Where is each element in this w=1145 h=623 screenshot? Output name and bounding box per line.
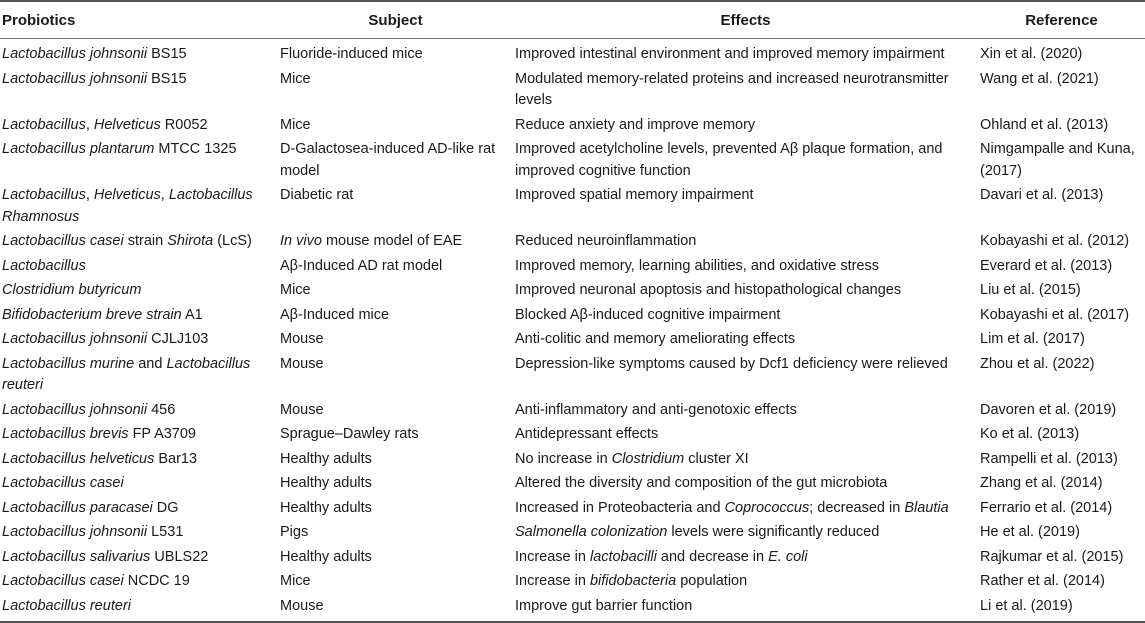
- subject-cell: [278, 39, 513, 68]
- probiotic-text-segment: Lactobacillus Rhamnosus: [2, 187, 253, 225]
- table-row: [0, 546, 1145, 571]
- effects-text-segment: Anti-colitic and memory ameliorating effects: [515, 331, 796, 347]
- header-probiotics: Probiotics: [0, 1, 278, 39]
- effects-text-segment: Improved spatial memory impairment: [515, 187, 754, 203]
- effects-cell: [513, 448, 978, 473]
- probiotic-text-segment: NCDC 19: [123, 573, 190, 589]
- probiotic-text-segment: ,: [85, 187, 94, 203]
- effects-text-segment: Reduced neuroinflammation: [515, 233, 697, 249]
- reference-cell: Davari et al. (2013): [980, 187, 1104, 203]
- reference-cell: Lim et al. (2017): [980, 331, 1085, 347]
- subject-cell: [278, 68, 513, 114]
- header-reference: Reference: [978, 1, 1145, 39]
- probiotic-text-segment: Lactobacillus murine: [2, 355, 135, 372]
- table-body: [0, 39, 1145, 623]
- table-row: [0, 472, 1145, 497]
- effects-text-segment: bifidobacteria: [589, 573, 677, 589]
- probiotic-cell: [0, 114, 278, 139]
- effects-text-segment: Coprococcus: [724, 499, 810, 516]
- table-row: [0, 595, 1145, 623]
- effects-cell: [513, 279, 978, 304]
- probiotic-text-segment: DG: [152, 499, 179, 516]
- effects-cell: [513, 546, 978, 571]
- reference-cell: Davoren et al. (2019): [980, 401, 1117, 418]
- probiotic-text-segment: BS15: [147, 70, 187, 87]
- probiotic-cell: [0, 353, 278, 399]
- effects-text-segment: Improved intestinal environment and improved memory impairment: [515, 46, 945, 62]
- probiotic-text-segment: BS15: [147, 46, 187, 62]
- probiotic-text-segment: L531: [147, 524, 184, 540]
- probiotic-cell: [0, 595, 278, 623]
- header-effects: Effects: [513, 1, 978, 39]
- subject-cell: [278, 328, 513, 353]
- probiotic-text-segment: 456: [147, 401, 176, 418]
- effects-text-segment: lactobacilli: [589, 548, 657, 565]
- table-row: [0, 114, 1145, 139]
- reference-cell: He et al. (2019): [980, 524, 1080, 540]
- probiotic-text-segment: Lactobacillus johnsonii: [2, 524, 148, 540]
- subject-text-segment: Mice: [280, 282, 311, 298]
- reference-cell: Everard et al. (2013): [980, 257, 1113, 274]
- probiotic-text-segment: Lactobacillus johnsonii: [2, 331, 148, 347]
- subject-text-segment: In vivo: [280, 233, 322, 249]
- reference-cell: Liu et al. (2015): [980, 282, 1081, 298]
- reference-cell: Rampelli et al. (2013): [980, 450, 1118, 467]
- probiotic-text-segment: Lactobacillus: [2, 187, 86, 203]
- subject-text-segment: D-Galactosea-induced AD-like rat model: [280, 141, 496, 179]
- probiotic-cell: [0, 448, 278, 473]
- effects-text-segment: Increased in Proteobacteria and: [515, 499, 725, 516]
- table-row: [0, 399, 1145, 424]
- effects-cell: [513, 353, 978, 399]
- subject-cell: [278, 595, 513, 623]
- effects-cell: [513, 184, 978, 230]
- reference-cell: Ohland et al. (2013): [980, 116, 1109, 133]
- effects-text-segment: No increase in: [515, 450, 612, 467]
- probiotic-text-segment: Lactobacillus johnsonii: [2, 401, 148, 418]
- effects-text-segment: Clostridium: [611, 450, 685, 467]
- probiotic-text-segment: Lactobacillus helveticus: [2, 450, 155, 467]
- effects-cell: [513, 570, 978, 595]
- table-row: [0, 255, 1145, 280]
- probiotic-text-segment: Lactobacillus reuteri: [2, 355, 251, 393]
- probiotic-text-segment: Lactobacillus casei: [2, 233, 124, 249]
- subject-cell: [278, 138, 513, 184]
- table-row: [0, 39, 1145, 68]
- effects-cell: [513, 114, 978, 139]
- probiotic-text-segment: Lactobacillus: [2, 257, 86, 274]
- probiotic-text-segment: ,: [85, 116, 94, 133]
- subject-text-segment: Mouse: [280, 401, 324, 418]
- effects-cell: [513, 497, 978, 522]
- effects-cell: [513, 255, 978, 280]
- subject-text-segment: mouse model of EAE: [321, 233, 463, 249]
- effects-text-segment: Increase in: [515, 548, 590, 565]
- probiotic-cell: [0, 138, 278, 184]
- reference-cell: Kobayashi et al. (2017): [980, 306, 1130, 323]
- effects-text-segment: Improved memory, learning abilities, and oxidative stress: [515, 257, 880, 274]
- subject-cell: [278, 546, 513, 571]
- effects-text-segment: Anti-inflammatory and anti-genotoxic effects: [515, 401, 797, 418]
- reference-cell: Wang et al. (2021): [980, 70, 1099, 87]
- subject-cell: [278, 448, 513, 473]
- effects-text-segment: Depression-like symptoms caused by Dcf1 deficiency were relieved: [515, 355, 948, 372]
- effects-text-segment: Blocked Aβ-induced cognitive impairment: [515, 306, 781, 323]
- effects-text-segment: ; decreased in: [809, 499, 905, 516]
- probiotic-text-segment: Lactobacillus casei: [2, 573, 124, 589]
- effects-cell: [513, 138, 978, 184]
- table-row: [0, 353, 1145, 399]
- reference-cell: Rather et al. (2014): [980, 573, 1105, 589]
- effects-cell: [513, 423, 978, 448]
- subject-text-segment: Diabetic rat: [280, 187, 354, 203]
- reference-cell: Rajkumar et al. (2015): [980, 548, 1124, 565]
- probiotic-text-segment: Bifidobacterium breve strain: [2, 306, 182, 323]
- subject-text-segment: Mouse: [280, 355, 324, 372]
- subject-text-segment: Mice: [280, 70, 311, 87]
- effects-text-segment: levels were significantly reduced: [667, 524, 880, 540]
- table-row: [0, 230, 1145, 255]
- subject-text-segment: Healthy adults: [280, 499, 372, 516]
- subject-cell: [278, 423, 513, 448]
- probiotic-cell: [0, 521, 278, 546]
- subject-cell: [278, 521, 513, 546]
- reference-cell: Ko et al. (2013): [980, 426, 1080, 442]
- effects-cell: [513, 399, 978, 424]
- effects-text-segment: Improved neuronal apoptosis and histopathological changes: [515, 282, 902, 298]
- effects-text-segment: E. coli: [768, 548, 808, 565]
- reference-cell: Nimgampalle and Kuna, (2017): [980, 141, 1135, 179]
- effects-text-segment: Antidepressant effects: [515, 426, 659, 442]
- table-row: [0, 304, 1145, 329]
- probiotic-cell: [0, 304, 278, 329]
- subject-text-segment: Mice: [280, 573, 311, 589]
- reference-cell: Kobayashi et al. (2012): [980, 233, 1130, 249]
- subject-text-segment: Aβ-Induced AD rat model: [280, 257, 443, 274]
- table-row: [0, 423, 1145, 448]
- subject-cell: [278, 399, 513, 424]
- reference-cell: Ferrario et al. (2014): [980, 499, 1113, 516]
- subject-cell: [278, 184, 513, 230]
- effects-cell: [513, 328, 978, 353]
- effects-cell: [513, 472, 978, 497]
- probiotic-cell: [0, 497, 278, 522]
- subject-cell: [278, 255, 513, 280]
- probiotic-text-segment: Lactobacillus brevis: [2, 426, 129, 442]
- effects-cell: [513, 521, 978, 546]
- subject-text-segment: Fluoride-induced mice: [280, 46, 423, 62]
- effects-text-segment: Improved acetylcholine levels, prevented Aβ plaque formation, and improved cognitive function: [515, 141, 943, 179]
- table-row: [0, 138, 1145, 184]
- probiotic-text-segment: Lactobacillus casei: [2, 475, 124, 491]
- probiotic-text-segment: MTCC 1325: [154, 141, 237, 157]
- table-row: [0, 328, 1145, 353]
- table-row: [0, 570, 1145, 595]
- header-row: [0, 1, 1145, 39]
- probiotic-cell: [0, 570, 278, 595]
- header-subject: Subject: [278, 1, 513, 39]
- subject-cell: [278, 472, 513, 497]
- subject-cell: [278, 353, 513, 399]
- effects-text-segment: Altered the diversity and composition of the gut microbiota: [515, 475, 888, 491]
- table-row: [0, 68, 1145, 114]
- effects-text-segment: and decrease in: [656, 548, 769, 565]
- effects-cell: [513, 68, 978, 114]
- effects-text-segment: Increase in: [515, 573, 590, 589]
- subject-text-segment: Healthy adults: [280, 475, 372, 491]
- probiotic-text-segment: CJLJ103: [147, 331, 209, 347]
- probiotic-text-segment: Helveticus: [93, 116, 161, 133]
- subject-cell: [278, 304, 513, 329]
- effects-text-segment: Salmonella colonization: [515, 524, 668, 540]
- subject-cell: [278, 114, 513, 139]
- probiotic-cell: [0, 423, 278, 448]
- effects-cell: [513, 595, 978, 623]
- probiotic-text-segment: Lactobacillus: [2, 116, 86, 133]
- probiotic-text-segment: UBLS22: [150, 548, 209, 565]
- table-row: [0, 448, 1145, 473]
- probiotic-cell: [0, 279, 278, 304]
- probiotic-cell: [0, 546, 278, 571]
- probiotic-text-segment: Lactobacillus reuteri: [2, 597, 131, 614]
- probiotic-text-segment: Helveticus: [93, 187, 161, 203]
- probiotic-text-segment: Lactobacillus paracasei: [2, 499, 153, 516]
- subject-cell: [278, 570, 513, 595]
- probiotic-text-segment: Lactobacillus plantarum: [2, 141, 155, 157]
- subject-text-segment: Mouse: [280, 597, 324, 614]
- subject-text-segment: Mice: [280, 116, 311, 133]
- probiotic-text-segment: A1: [181, 306, 203, 323]
- effects-cell: [513, 39, 978, 68]
- probiotic-cell: [0, 68, 278, 114]
- reference-cell: Zhou et al. (2022): [980, 355, 1095, 372]
- probiotic-cell: [0, 472, 278, 497]
- probiotic-text-segment: Bar13: [154, 450, 198, 467]
- probiotic-text-segment: Shirota: [167, 233, 214, 249]
- table-row: [0, 497, 1145, 522]
- probiotic-cell: [0, 328, 278, 353]
- effects-cell: [513, 304, 978, 329]
- probiotic-text-segment: Lactobacillus salivarius: [2, 548, 151, 565]
- reference-cell: Zhang et al. (2014): [980, 475, 1103, 491]
- table-header: [0, 1, 1145, 39]
- probiotic-cell: [0, 39, 278, 68]
- table-row: [0, 279, 1145, 304]
- subject-text-segment: Healthy adults: [280, 450, 372, 467]
- table-row: [0, 184, 1145, 230]
- probiotic-text-segment: FP A3709: [128, 426, 196, 442]
- probiotic-text-segment: Clostridium butyricum: [2, 282, 142, 298]
- effects-cell: [513, 230, 978, 255]
- probiotic-cell: [0, 184, 278, 230]
- probiotic-text-segment: and: [134, 355, 167, 372]
- effects-text-segment: Modulated memory-related proteins and increased neurotransmitter levels: [515, 70, 949, 108]
- effects-text-segment: cluster XI: [684, 450, 749, 467]
- subject-text-segment: Healthy adults: [280, 548, 372, 565]
- effects-text-segment: Blautia: [904, 499, 949, 516]
- probiotic-text-segment: R0052: [160, 116, 208, 133]
- reference-cell: Xin et al. (2020): [980, 46, 1083, 62]
- probiotic-text-segment: strain: [123, 233, 168, 249]
- probiotic-cell: [0, 230, 278, 255]
- probiotic-text-segment: ,: [160, 187, 169, 203]
- effects-text-segment: Reduce anxiety and improve memory: [515, 116, 756, 133]
- subject-text-segment: Pigs: [280, 524, 309, 540]
- table-row: [0, 521, 1145, 546]
- subject-text-segment: Aβ-Induced mice: [280, 306, 390, 323]
- probiotic-text-segment: (LcS): [213, 233, 252, 249]
- subject-cell: [278, 230, 513, 255]
- probiotic-text-segment: Lactobacillus johnsonii: [2, 46, 148, 62]
- probiotic-text-segment: Lactobacillus johnsonii: [2, 70, 148, 87]
- subject-cell: [278, 279, 513, 304]
- effects-text-segment: population: [676, 573, 748, 589]
- reference-cell: Li et al. (2019): [978, 595, 1145, 623]
- effects-text-segment: Improve gut barrier function: [515, 597, 693, 614]
- probiotic-cell: [0, 255, 278, 280]
- subject-text-segment: Mouse: [280, 331, 324, 347]
- probiotic-cell: [0, 399, 278, 424]
- subject-cell: [278, 497, 513, 522]
- subject-text-segment: Sprague–Dawley rats: [280, 426, 419, 442]
